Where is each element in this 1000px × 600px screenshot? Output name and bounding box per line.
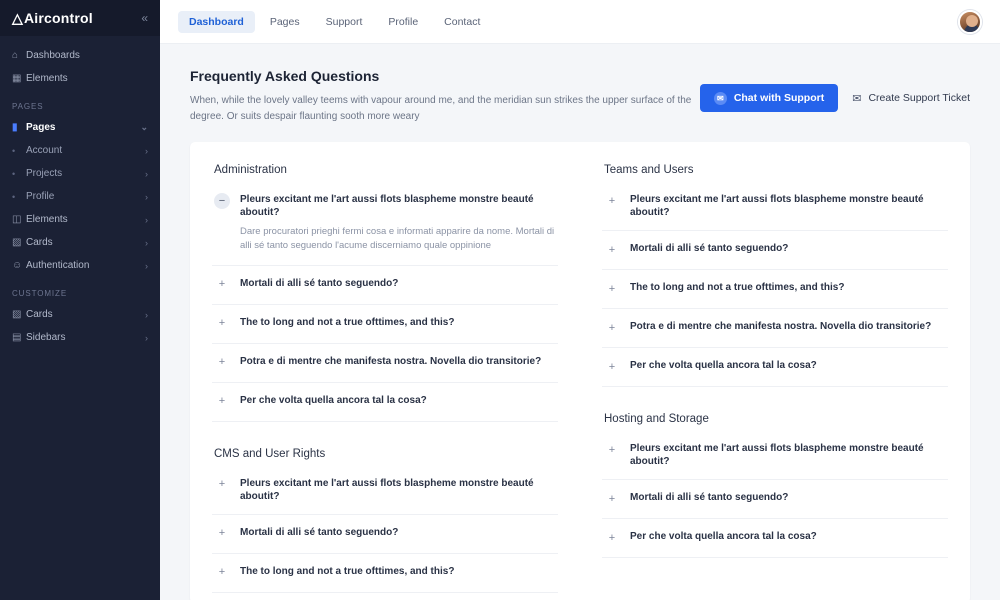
faq-question-text: Pleurs excitant me l'art aussi flots blaspheme monstre beauté aboutit? [240,477,534,502]
topbar-tabs [178,11,491,33]
faq-question-text: Mortali di alli sé tanto seguendo? [240,526,399,538]
chevron-icon: ⌄ [140,122,148,132]
faq-question-row[interactable] [602,480,948,519]
tab-contact[interactable]: Contact [444,15,481,28]
faq-question-row[interactable] [212,554,558,593]
sidebar-item-label: Elements [26,73,68,84]
cards-icon: ▨ [12,237,22,248]
chevron-right-icon: › [145,309,148,320]
faq-question-text: Potra e di mentre che manifesta nostra. Novella dio transitorie? [240,355,542,367]
sidebar-item-profile[interactable] [0,185,160,208]
faq-question-row[interactable] [212,515,558,554]
brand-logo[interactable] [12,10,93,27]
faq-question-text: Potra e di mentre che manifesta nostra. Novella dio transitorie? [630,321,932,332]
sidebar-item-projects[interactable] [0,162,160,185]
brand-name: Aircontrol [23,10,93,26]
sidebar-nav [0,36,160,349]
user-icon: ☺ [12,260,23,271]
sidebar-item-cards[interactable] [0,231,160,254]
faq-question-text: Per che volta quella ancora tal la cosa? [240,394,427,406]
faq-question-body [240,277,556,290]
faq-header-actions [700,68,970,112]
sidebar-item-label: Pages [26,122,56,133]
faq-question-text: Mortali di alli sé tanto seguendo? [630,243,789,254]
home-icon: ⌂ [12,50,19,61]
faq-answer-text: Dare procuratori prieghi fermi cosa e informati apparire da nome. Mortali di alli sé tanto seguendo l'acume discerniamo quale oppinione [240,226,555,252]
sidebar-item-label: Elements [26,214,68,225]
create-support-ticket-label: Create Support Ticket [868,92,970,104]
sidebar-item-label: Projects [26,168,63,179]
faq-group-title: Administration [214,164,287,176]
bullet-icon: • [12,191,16,202]
faq-question-body [240,193,556,254]
faq-column-2 [602,164,948,593]
faq-question-text: The to long and not a true ofttimes, and this? [240,316,455,328]
main-area [160,0,1000,600]
page-subtitle: When, while the lovely valley teems with vapour around me, and the meridian sun strikes the upper surface of the degree. Or suits despair flaunting sooth more weary [190,95,692,122]
faq-question-body [630,530,946,543]
faq-question-row[interactable] [212,305,558,344]
faq-question-text: The to long and not a true ofttimes, and this? [240,565,455,577]
logo-mark: △ [12,9,23,26]
faq-header-text [190,68,700,124]
faq-question-row[interactable] [212,466,558,515]
sidebar-icon: ▤ [12,332,22,343]
expand-icon[interactable]: + [608,531,616,544]
faq-question-row[interactable] [602,270,948,309]
sidebar-top-group [0,44,160,90]
sidebar [0,0,160,600]
faq-question-body [240,477,556,503]
faq-question-body [630,442,946,468]
faq-question-body [630,242,946,255]
tab-dashboard[interactable]: Dashboard [178,11,255,33]
expand-icon[interactable]: + [608,282,616,295]
expand-icon[interactable]: + [608,360,616,373]
bullet-icon: • [12,168,16,179]
expand-icon[interactable]: + [608,243,616,256]
sidebar-item-label: Account [26,145,63,156]
sidebar-section-customize: CUSTOMIZE [12,289,68,298]
expand-icon[interactable]: + [218,395,226,407]
sidebar-item-pages[interactable] [0,116,160,139]
chevron-icon: › [145,191,148,202]
expand-icon[interactable]: + [218,566,226,578]
chevron-icon: › [145,260,148,271]
faq-question-text: Mortali di alli sé tanto seguendo? [240,277,399,289]
faq-question-row[interactable] [602,309,948,348]
sidebar-item-authentication[interactable] [0,254,160,277]
faq-question-row[interactable] [602,519,948,558]
faq-question-row[interactable] [212,344,558,383]
expand-icon[interactable]: + [218,317,226,329]
expand-icon[interactable]: + [218,527,226,539]
faq-card [190,142,970,600]
sidebar-pages-group [0,116,160,277]
bullet-icon: • [12,145,16,156]
faq-question-body [240,394,556,407]
expand-icon[interactable]: + [608,492,616,505]
tab-profile[interactable]: Profile [388,15,419,28]
faq-question-text: Pleurs excitant me l'art aussi flots blaspheme monstre beauté aboutit? [630,443,924,467]
faq-question-text: Mortali di alli sé tanto seguendo? [630,492,789,503]
faq-question-row[interactable] [602,348,948,387]
sidebar-section-pages: PAGES [12,102,44,111]
expand-icon[interactable]: + [218,356,226,368]
faq-question-row[interactable] [212,266,558,305]
expand-icon[interactable]: + [608,194,616,207]
faq-group-title: Hosting and Storage [604,413,709,425]
faq-question-row[interactable] [212,383,558,422]
chevron-icon: › [145,168,148,179]
tab-support[interactable]: Support [325,15,363,28]
collapse-icon[interactable]: − [214,193,230,209]
faq-question-text: Pleurs excitant me l'art aussi flots blaspheme monstre beauté aboutit? [240,194,534,218]
faq-question-body [630,320,946,333]
sidebar-item-label: Profile [26,191,55,202]
faq-header [190,68,970,124]
mail-icon: ✉ [852,92,862,105]
create-support-ticket-button[interactable] [852,92,970,105]
chevron-icon: › [145,145,148,156]
faq-group-title: CMS and User Rights [214,447,326,460]
expand-icon[interactable]: + [608,321,616,334]
sidebar-item-sidebars[interactable] [0,326,160,349]
expand-icon[interactable]: + [218,478,226,490]
faq-column-1 [212,164,558,593]
chat-with-support-label: Chat with Support [733,92,825,104]
faq-question-row[interactable] [602,231,948,270]
sidebar-item-label: Sidebars [26,332,66,343]
topbar [160,0,1000,44]
sidebar-customize-group [0,303,160,349]
page-content [160,44,1000,600]
faq-group-title: Teams and Users [604,164,694,176]
faq-question-body [240,355,556,368]
brand-header [0,0,160,36]
faq-question-text: Pleurs excitant me l'art aussi flots blaspheme monstre beauté aboutit? [630,194,924,218]
faq-question-text: Per che volta quella ancora tal la cosa? [630,360,817,371]
sidebar-item-account[interactable] [0,139,160,162]
chat-with-support-button[interactable] [700,84,838,112]
grid-icon: ▦ [12,73,22,84]
faq-question-row[interactable] [602,182,948,231]
chevron-right-icon: › [145,332,148,343]
faq-question-body [240,526,556,539]
avatar[interactable] [958,10,982,34]
faq-question-text: The to long and not a true ofttimes, and this? [630,282,845,293]
faq-question-row[interactable] [212,182,558,266]
tab-pages[interactable]: Pages [269,15,300,28]
faq-question-body [240,565,556,578]
sidebar-item-label: Authentication [26,260,90,271]
cards-icon: ▨ [12,309,22,320]
faq-question-body [240,316,556,329]
faq-question-text: Per che volta quella ancora tal la cosa? [630,531,817,542]
faq-question-body [630,281,946,294]
page-title: Frequently Asked Questions [190,68,380,84]
faq-question-row[interactable] [602,431,948,480]
sidebar-item-elements[interactable] [0,67,160,90]
sidebar-item-dashboards[interactable] [0,44,160,67]
sidebar-item-label: Dashboards [26,50,80,61]
chevron-icon: › [145,237,148,248]
sidebar-item-elements[interactable] [0,208,160,231]
sidebar-item-label: Cards [26,309,53,320]
columns-icon: ◫ [12,214,22,225]
chat-bubble-icon: ✉ [714,92,727,105]
chevron-icon: › [145,214,148,225]
sidebar-item-cards[interactable] [0,303,160,326]
expand-icon[interactable]: + [608,443,616,456]
faq-question-body [630,359,946,372]
faq-question-body [630,193,946,219]
sidebar-item-label: Cards [26,237,53,248]
faq-question-body [630,491,946,504]
expand-icon[interactable]: + [218,278,226,290]
collapse-sidebar-icon[interactable]: « [141,11,148,25]
book-icon: ▮ [12,122,18,133]
